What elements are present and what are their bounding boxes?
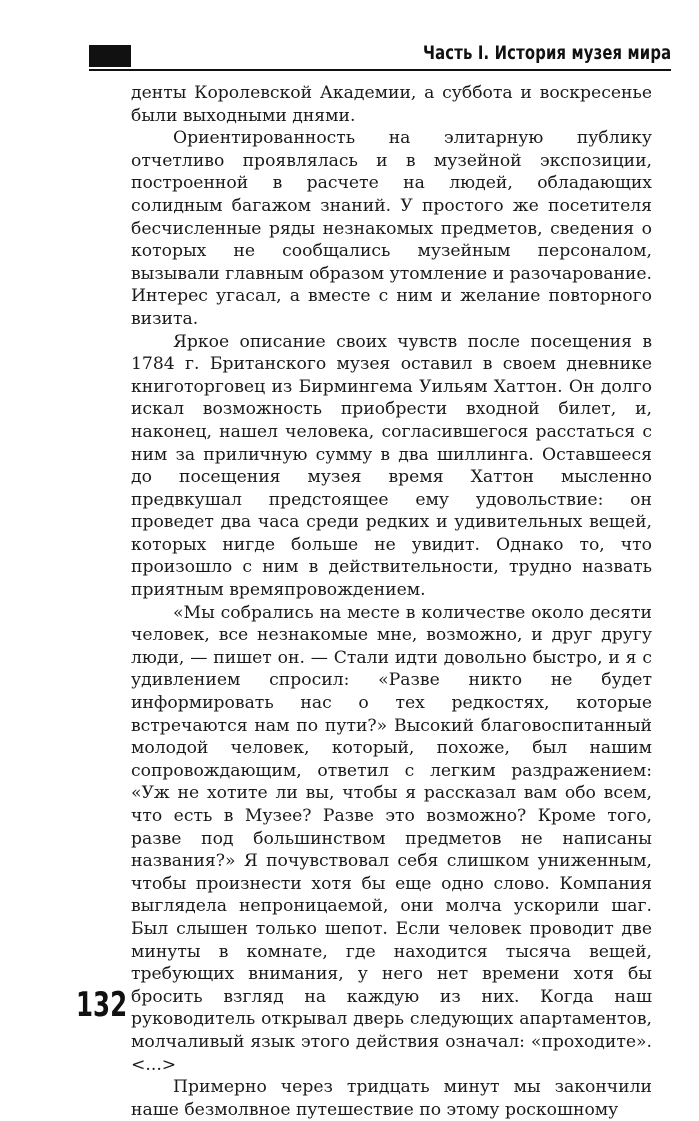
running-title: Часть I. История музея мира <box>422 42 671 64</box>
paragraph-continuation: денты Королевской Академии, а суббота и воскресенье были выходными днями. <box>131 83 652 126</box>
body-text <box>131 82 652 1121</box>
paragraph: Ориентированность на элитарную публику отчетливо проявлялась и в музейной экспозиции, построенной в расчете на людей, обладающих солидным багажом знаний. У простого же посетителя бесчисленные ряды незнакомых предметов, сведения о которых не сообщались музейным персоналом, вызывали главным образом утомление и разочарование. Интерес угасал, а вместе с ним и желание повторного визита. <box>131 128 652 329</box>
paragraph: Яркое описание своих чувств после посещения в 1784 г. Британского музея оставил в своем дневнике книготорговец из Бирмингема Уильям Хаттон. Он долго искал возможность приобрести входной билет, и, наконец, нашел человека, согласившегося расстаться с ним за приличную сумму в два шиллинга. Оставшееся до посещения музея время Хаттон мысленно предвкушал предстоящее ему удовольствие: он проведет два часа среди редких и удивительных вещей, которых нигде больше не увидит. Однако то, что произошло с ним в действительности, трудно назвать приятным времяпровождением. <box>131 331 652 601</box>
header-black-bar <box>89 45 131 67</box>
paragraph-quote: «Мы собрались на месте в количестве около десяти человек, все незнакомые мне, возможно, и друг другу люди, — пишет он. — Стали идти довольно быстро, и я с удивлением спросил: «Разве никто не будет информировать нас о тех редкостях, которые встречаются нам по пути?» Высокий благовоспитанный молодой человек, который, похоже, был нашим сопровождающим, ответил с легким раздражением: «Уж не хотите ли вы, чтобы я рассказал вам обо всем, что есть в Музее? Разве это возможно? Кроме того, разве под большинством предметов не написаны названия?» Я почувствовал себя слишком униженным, чтобы произнести хотя бы еще одно слово. Компания выглядела непроницаемой, они молча ускорили шаг. Был слышен только шепот. Если человек проводит две минуты в комнате, где находится тысяча вещей, требующих внимания, у него нет времени хотя бы бросить взгляд на каждую из них. Когда наш руководитель открывал дверь следующих апартаментов, молчаливый язык этого действия означал: «проходите».<...> <box>131 602 652 1075</box>
page-number: 132 <box>76 985 128 1025</box>
header-rule <box>89 69 671 71</box>
paragraph: Примерно через тридцать минут мы закончили наше безмолвное путешествие по этому роскошному <box>131 1077 652 1120</box>
